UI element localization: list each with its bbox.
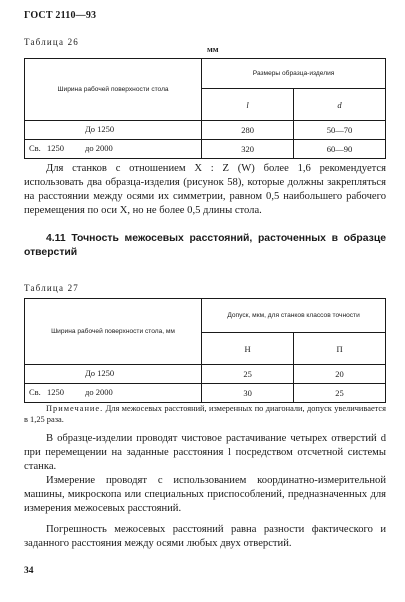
table27-subheader-n: Н xyxy=(202,333,294,365)
table27-row2-prefix: Св. xyxy=(29,387,41,397)
table26-header-width: Ширина рабочей поверхности стола xyxy=(25,59,202,121)
table27 xyxy=(24,298,386,403)
section-heading-4-11: 4.11 Точность межосевых расстояний, расточенных в образце отверстий xyxy=(24,233,386,258)
table27-row2-to: до 2000 xyxy=(85,387,113,397)
paragraph-4: Погрешность межосевых расстояний равна разности фактического и заданного расстояния между осями любых двух отверстий. xyxy=(24,524,386,549)
table26-subheader-l: l xyxy=(202,89,294,121)
table26-row2-label xyxy=(25,140,202,159)
table26-caption: Таблица 26 xyxy=(24,37,79,47)
table26-row2-prefix: Св. xyxy=(29,143,41,153)
table26-row2-d: 60—90 xyxy=(294,140,386,159)
document-header: ГОСТ 2110—93 xyxy=(24,10,97,21)
table26-header-group: Размеры образца-изделия xyxy=(202,59,386,89)
table27-row2-from: 1250 xyxy=(47,387,64,397)
table26 xyxy=(24,58,386,159)
table26-row1-d: 50—70 xyxy=(294,121,386,140)
table26-row2-from: 1250 xyxy=(47,143,64,153)
paragraph-2: В образце-изделии проводят чистовое растачивание четырех отверстий d при перемещении на заданные расстояния l посредством отсчетной системы станка. xyxy=(24,433,386,472)
table27-row2-label xyxy=(25,384,202,403)
table26-row2-l: 320 xyxy=(202,140,294,159)
table27-header-group: Допуск, мкм, для станков классов точности xyxy=(202,299,386,333)
table27-row1-n: 25 xyxy=(202,365,294,384)
table26-unit: мм xyxy=(207,44,219,54)
table27-row1-from: До 1250 xyxy=(85,368,115,378)
note-lead: Примечание. xyxy=(46,404,104,413)
table26-row1-l: 280 xyxy=(202,121,294,140)
table27-header-width: Ширина рабочей поверхности стола, мм xyxy=(25,299,202,365)
table27-row1-label xyxy=(25,365,202,384)
table26-row1-from: До 1250 xyxy=(85,124,115,134)
table27-row2-p: 25 xyxy=(294,384,386,403)
paragraph-3: Измерение проводят с использованием координатно-измерительной машины, микроскопа или специальных приспособлений, предназначенных для измерения межосевых расстояний. xyxy=(24,475,386,514)
table27-row1-p: 20 xyxy=(294,365,386,384)
table26-subheader-d: d xyxy=(294,89,386,121)
note-text: Для межосевых расстояний, измеренных по диагонали, допуск увеличивается в 1,25 раза. xyxy=(24,404,386,424)
table27-subheader-p: П xyxy=(294,333,386,365)
page-number: 34 xyxy=(24,566,34,576)
table26-row1-label xyxy=(25,121,202,140)
table27-note xyxy=(24,403,386,425)
table27-caption: Таблица 27 xyxy=(24,283,79,293)
paragraph-1: Для станков с отношением X : Z (W) более 1,6 рекомендуется использовать два образца-изделия (рисунок 58), которые должны закрепляться на расстоянии между осями их симметрии, равном 0,5 наибольшего рабочего перемещения по оси X, но не более 0,5 длины стола. xyxy=(24,163,386,216)
table27-row2-n: 30 xyxy=(202,384,294,403)
table26-row2-to: до 2000 xyxy=(85,143,113,153)
